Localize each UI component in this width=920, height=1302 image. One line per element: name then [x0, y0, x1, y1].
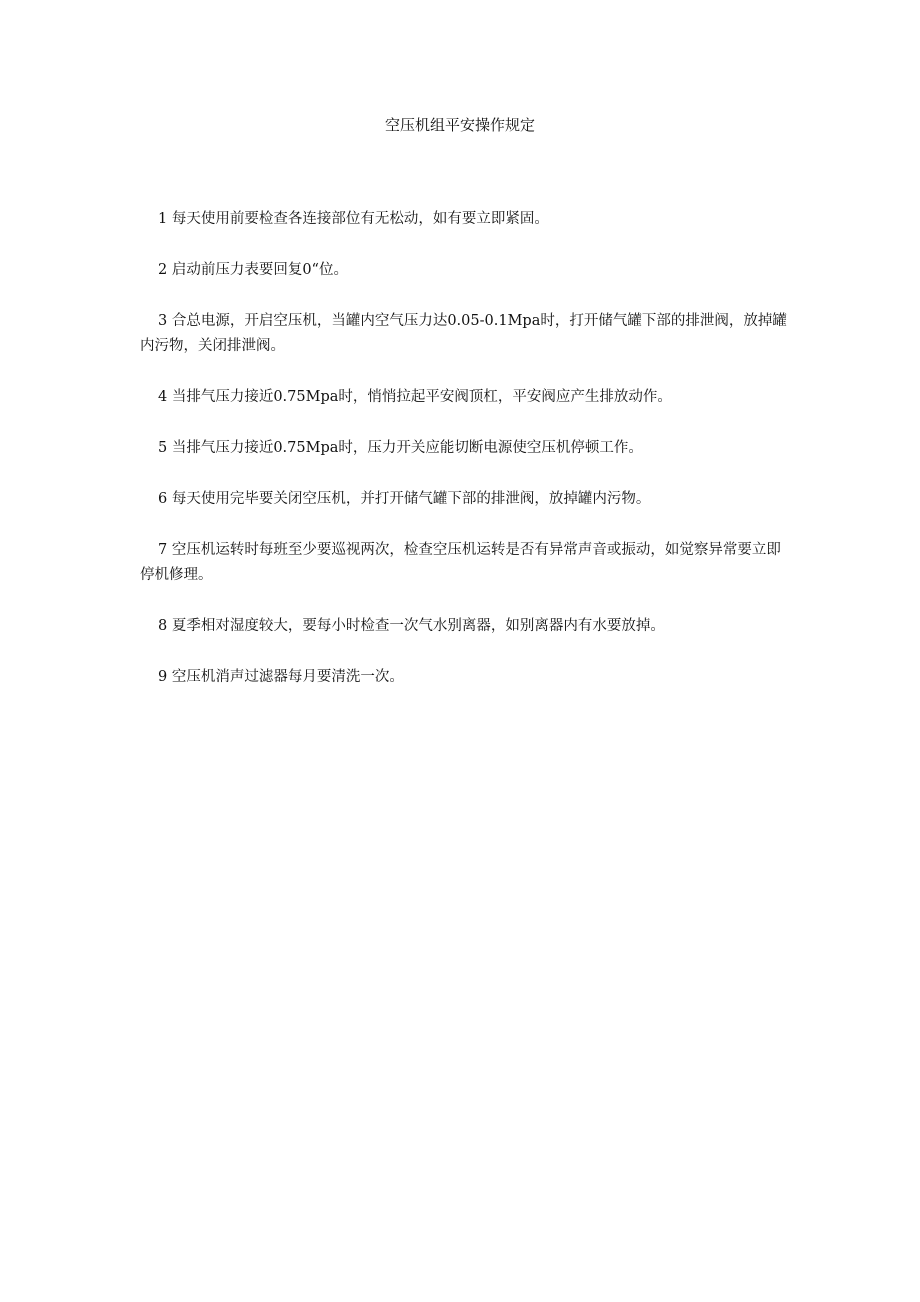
rule-item-4: 4 当排气压力接近0.75Mpa时，悄悄拉起平安阀顶杠，平安阀应产生排放动作。 [158, 389, 672, 405]
rules-list [140, 207, 795, 716]
rule-item-5: 5 当排气压力接近0.75Mpa时，压力开关应能切断电源使空压机停顿工作。 [158, 440, 643, 456]
rule-item-8: 8 夏季相对湿度较大，要每小时检查一次气水别离器，如别离器内有水要放掉。 [158, 618, 665, 634]
rule-item-9: 9 空压机消声过滤器每月要清洗一次。 [158, 669, 404, 685]
rule-item-3: 3 合总电源，开启空压机，当罐内空气压力达0.05-0.1Mpa时，打开储气罐下部的排泄阀，放掉罐内污物，关闭排泄阀。 [140, 313, 787, 354]
rule-item-7: 7 空压机运转时每班至少要巡视两次，检查空压机运转是否有异常声音或振动，如觉察异常要立即停机修理。 [140, 542, 781, 583]
document-title: 空压机组平安操作规定 [384, 116, 535, 134]
rule-item-6: 6 每天使用完毕要关闭空压机，并打开储气罐下部的排泄阀，放掉罐内污物。 [158, 491, 651, 507]
rule-item-2: 2 启动前压力表要回复0“位。 [158, 262, 348, 278]
rule-item-1: 1 每天使用前要检查各连接部位有无松动，如有要立即紧固。 [158, 211, 549, 227]
